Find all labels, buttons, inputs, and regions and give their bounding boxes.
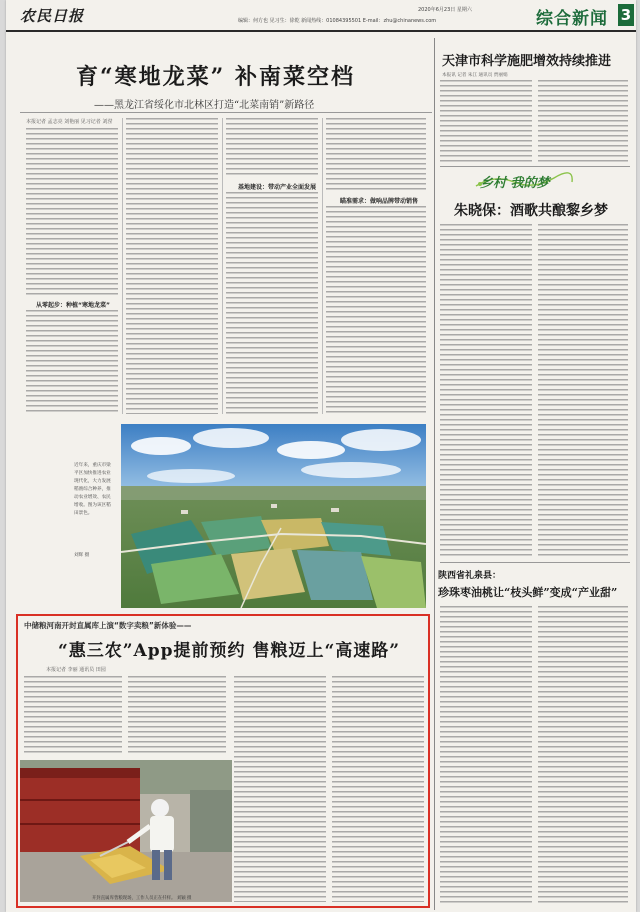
article-text — [226, 192, 318, 414]
article-subhead: 从零起步：种植“寒地龙菜” — [36, 302, 110, 309]
newspaper-page — [6, 0, 636, 912]
lead-headline: 育“寒地龙菜” 补南菜空档 — [76, 64, 355, 90]
right-bottom-headline: 珍珠枣油桃让“枝头鲜”变成“产业甜” — [438, 586, 618, 599]
article-text — [332, 676, 424, 902]
article-text — [234, 676, 326, 902]
article-subhead: 基地建设：带动产业全面发展 — [238, 184, 317, 191]
article-text — [440, 80, 532, 162]
aerial-photo-image — [121, 424, 426, 608]
divider — [440, 562, 630, 563]
section-title: 综合新闻 — [536, 9, 608, 29]
highlight-headline: “惠三农”App提前预约 售粮迈上“高速路” — [58, 641, 400, 661]
column-rule — [122, 118, 123, 414]
highlight-kicker: 中储粮河南开封直属库上演“数字卖粮”新体验—— — [24, 621, 192, 630]
lead-subheadline: ——黑龙江省绥化市北林区打造“北菜南销”新路径 — [94, 100, 315, 111]
column-rule — [322, 118, 323, 414]
feature-banner: 乡村 我的梦 — [480, 176, 550, 191]
article-text — [538, 606, 628, 906]
newspaper-logo: 农民日报 — [20, 7, 85, 25]
highlight-photo-caption: 开封直属库售粮现场，工作人员正在扦样。 刘颖 摄 — [92, 896, 192, 901]
article-text — [24, 676, 122, 756]
grain-sampling-image — [20, 760, 232, 902]
feature-headline: 朱晓保：酒歌共酿黎乡梦 — [454, 203, 608, 219]
lead-byline: 本报记者 孟志亮 刘艳丽 见习记者 刘滢 — [26, 119, 113, 125]
divider — [20, 112, 432, 113]
article-subhead: 瞄准需求：做响品牌带动销售 — [340, 198, 419, 205]
article-text — [128, 676, 226, 756]
masthead — [6, 0, 636, 32]
divider — [440, 166, 630, 167]
right-headline: 天津市科学施肥增效持续推进 — [442, 54, 612, 69]
article-text — [26, 128, 118, 296]
article-text — [26, 310, 118, 412]
right-byline: 本报讯 记者 朱江 通讯员 贾丽娟 — [442, 73, 508, 78]
page-number: 3 — [618, 4, 634, 26]
editor-line: 编辑：何方也 见习生：徐乾 新闻热线：01084395501 E-mail：zhu@chinanews.com — [238, 18, 437, 24]
photo-credit: 刘辉 摄 — [74, 553, 90, 558]
article-text — [538, 224, 628, 558]
article-text — [440, 224, 532, 558]
article-text — [226, 118, 318, 178]
article-text — [440, 606, 532, 906]
issue-date: 2020年6月23日 星期六 — [418, 7, 472, 13]
article-text — [538, 80, 628, 162]
right-bottom-kicker: 陕西省礼泉县： — [438, 571, 502, 581]
column-rule — [434, 38, 435, 910]
article-text — [326, 118, 426, 192]
grain-sampling-photo — [20, 760, 232, 902]
aerial-photo — [121, 424, 426, 608]
highlight-byline: 本报记者 李丽 通讯员 田园 — [46, 667, 106, 673]
column-rule — [222, 118, 223, 414]
article-text — [126, 118, 218, 414]
photo-caption: 近年来，重庆市梁平区加快推进农业现代化，大力发展稻渔综合种养，推动农业增效、农民增收。图为该区稻田景色。 — [74, 463, 111, 516]
article-text — [326, 206, 426, 414]
